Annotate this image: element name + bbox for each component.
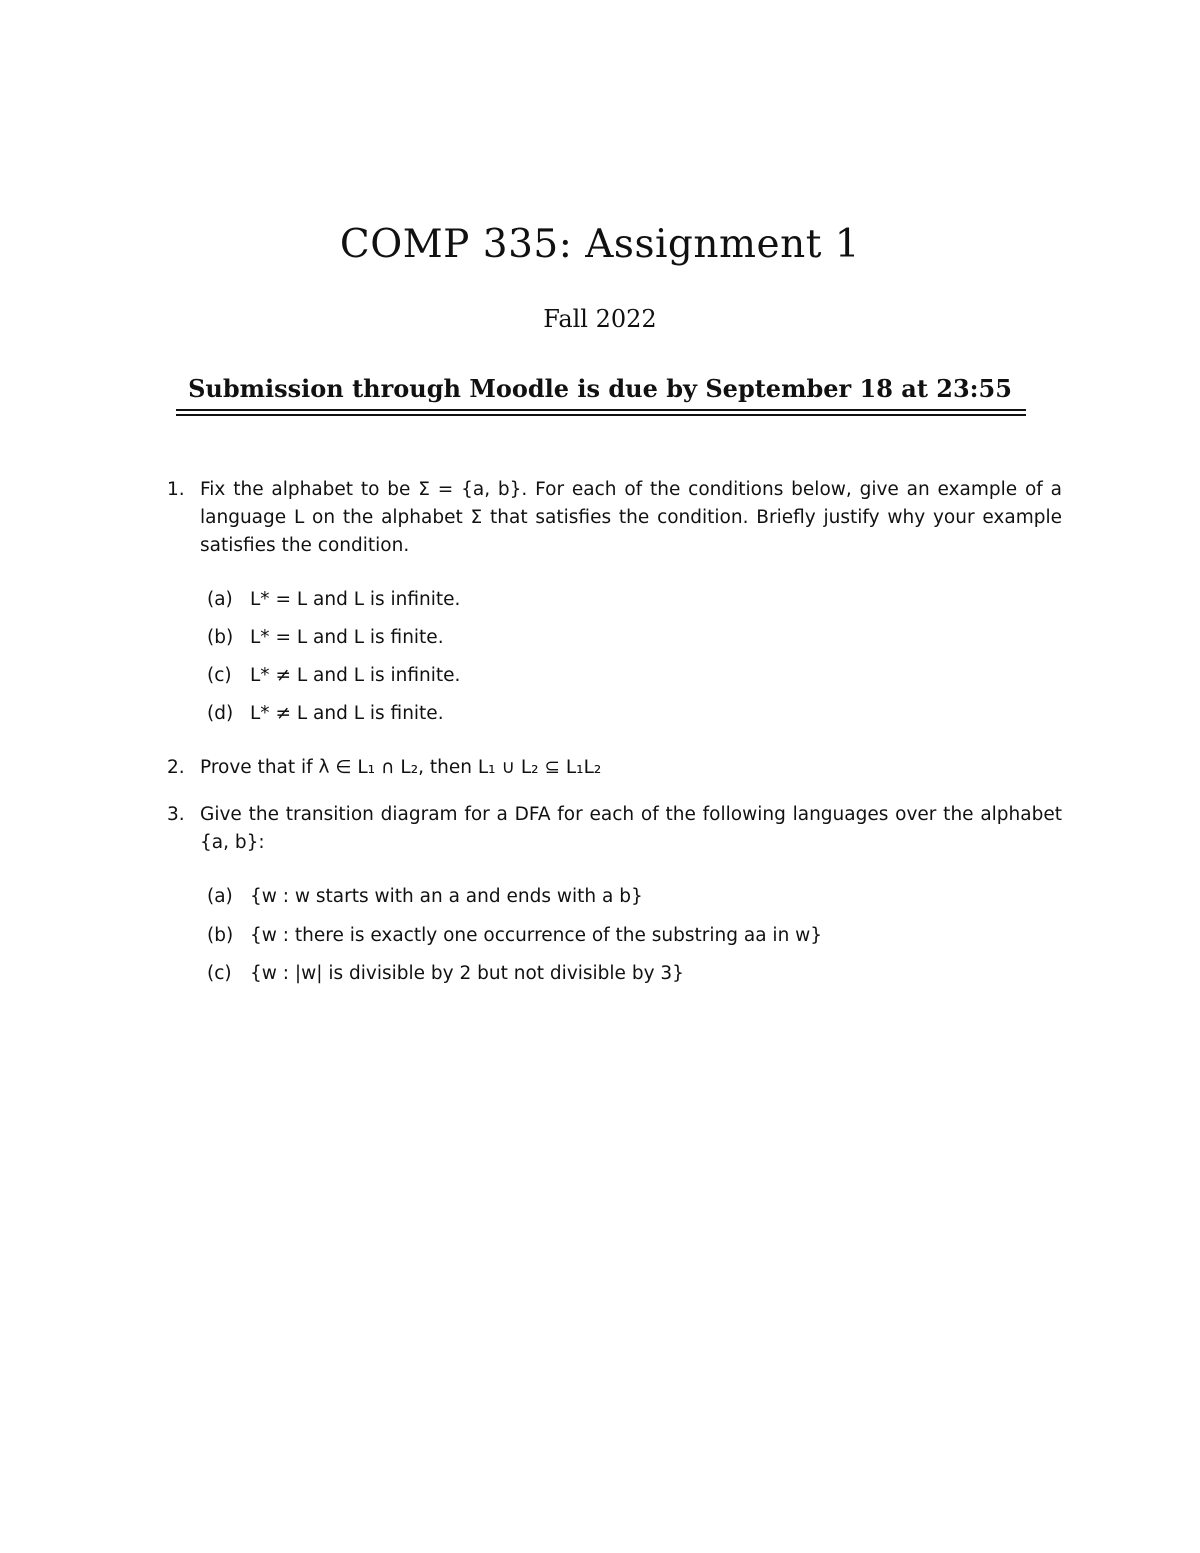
part-label: (d)	[207, 703, 234, 724]
part-text: {w : |w| is divisible by 2 but not divisible by 3}	[250, 963, 684, 984]
part-label: (a)	[207, 886, 233, 907]
part-label: (c)	[207, 963, 232, 984]
question-text: Give the transition diagram for a DFA for each of the following languages over the alphabet {a, b}:	[200, 804, 1062, 853]
question-text: Prove that if λ ∈ L₁ ∩ L₂, then L₁ ∪ L₂ ⊆ L₁L₂	[200, 757, 602, 778]
double-rule-top	[176, 409, 1026, 411]
part-text: L* ≠ L and L is finite.	[250, 703, 444, 724]
question-number: 2.	[167, 757, 185, 778]
part-text: L* ≠ L and L is infinite.	[250, 665, 461, 686]
part-label: (a)	[207, 589, 233, 610]
question-text: Fix the alphabet to be Σ = {a, b}. For each of the conditions below, give an example of a language L on the alphabet Σ that satisfies the condition. Briefly justify why your example satisfies the condition.	[200, 479, 1062, 556]
due-date-notice: Submission through Moodle is due by September 18 at 23:55	[188, 374, 1012, 403]
part-text: {w : there is exactly one occurrence of the substring aa in w}	[250, 925, 823, 946]
part-text: {w : w starts with an a and ends with a b}	[250, 886, 643, 907]
question-number: 3.	[167, 804, 185, 825]
part-label: (c)	[207, 665, 232, 686]
term-label: Fall 2022	[543, 305, 657, 333]
page-title: COMP 335: Assignment 1	[339, 222, 861, 267]
part-text: L* = L and L is finite.	[250, 627, 444, 648]
question-number: 1.	[167, 479, 185, 500]
part-text: L* = L and L is infinite.	[250, 589, 461, 610]
part-label: (b)	[207, 627, 234, 648]
double-rule-bottom	[176, 414, 1026, 416]
part-label: (b)	[207, 925, 234, 946]
